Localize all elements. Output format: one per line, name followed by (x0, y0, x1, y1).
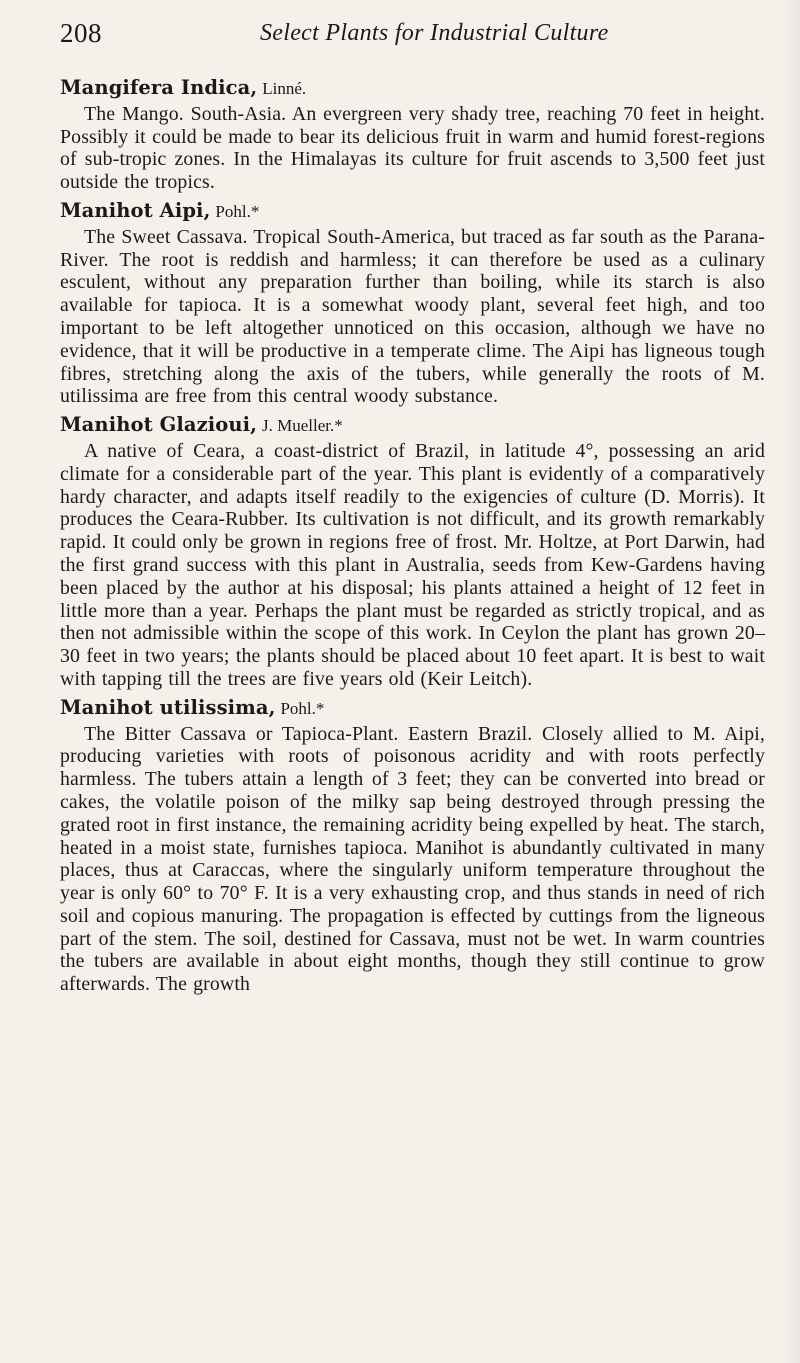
entry-manihot-aipi (60, 200, 765, 408)
entry-text: The Mango. South-Asia. An evergreen very shady tree, reaching 70 feet in height. Possibly it could be made to bear its delicious fruit in warm and humid forest-regions of sub-tropic zones. In the Himalayas its culture for fruit ascends to 3,500 feet just outside the tropics. (60, 102, 765, 194)
running-head: Select Plants for Industrial Culture (260, 20, 609, 46)
species-authority: Pohl.* (280, 698, 325, 718)
species-name: Manihot Aipi, (60, 198, 211, 222)
species-authority: Linné. (262, 79, 307, 98)
entry-heading (60, 77, 765, 101)
page-number: 208 (60, 18, 102, 48)
page-header (60, 18, 765, 58)
species-authority: J. Mueller.* (262, 416, 343, 436)
page-edge-shadow (786, 0, 800, 1363)
entry-mangifera-indica (60, 77, 765, 194)
entry-text: The Bitter Cassava or Tapioca-Plant. Eastern Brazil. Closely allied to M. Aipi, producing varieties with roots of poisonous acridity and with roots perfectly harmless. The tubers attain a length of 3 feet; they can be converted into bread or cakes, the volatile poison of the milky sap being destroyed through pressing the grated root in first instance, the remaining acridity being expelled by heat. The starch, heated in a moist state, furnishes tapioca. Manihot is abundantly cultivated in many places, thus at Caraccas, where the singularly uniform temperature throughout the year is only 60° to 70° F. It is a very exhausting crop, and thus stands in need of rich soil and copious manuring. The propagation is effected by cuttings from the ligneous part of the stem. The soil, destined for Cassava, must not be wet. In warm countries the tubers are available in about eight months, though they still continue to grow afterwards. The growth (60, 722, 765, 996)
species-name: Manihot Glazioui, (60, 413, 258, 437)
entry-text: A native of Ceara, a coast-district of Brazil, in latitude 4°, possessing an arid climate for a considerable part of the year. This plant is evidently of a comparatively hardy character, and adapts itself readily to the exigencies of culture (D. Morris). It produces the Ceara-Rubber. Its cultivation is not difficult, and its growth remarkably rapid. It could only be grown in regions free of frost. Mr. Holtze, at Port Darwin, had the first grand success with this plant in Australia, seeds from Kew-Gardens having been placed by the author at his disposal; his plants attained a height of 12 feet in little more than a year. Perhaps the plant must be regarded as strictly tropical, and as then not admissible within the scope of this work. In Ceylon the plant has grown 20–30 feet in two years; the plants should be placed about 10 feet apart. It is best to wait with tapping till the trees are five years old (Keir Leitch). (60, 439, 765, 690)
entry-text: The Sweet Cassava. Tropical South-America, but traced as far south as the Parana-River. The root is reddish and harmless; it can therefore be used as a culinary esculent, without any preparation further than boiling, while its starch is also available for tapioca. It is a somewhat woody plant, several feet high, and too important to be left altogether unnoticed on this occasion, although we have no evidence, that it will be productive in a temperate clime. The Aipi has ligneous tough fibres, stretching along the axis of the tubers, while generally the roots of M. utilissima are free from this central woody substance. (60, 225, 765, 408)
page-body (60, 77, 765, 996)
species-name: Manihot utilissima, (60, 695, 276, 719)
entry-manihot-glazioui (60, 414, 765, 691)
species-authority: Pohl.* (215, 201, 260, 221)
entry-heading (60, 697, 765, 721)
entry-manihot-utilissima (60, 697, 765, 996)
species-name: Mangifera Indica, (60, 76, 258, 99)
entry-heading (60, 414, 765, 438)
entry-heading (60, 200, 765, 224)
